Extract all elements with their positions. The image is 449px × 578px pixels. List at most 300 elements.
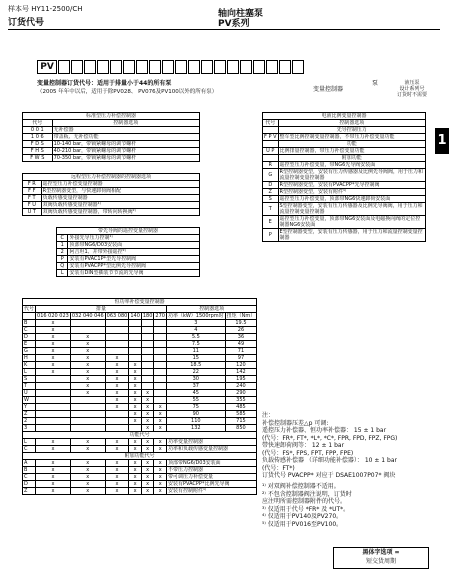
footnote-line: ²⁾ 不包含控制器阀注说明，订货时: [262, 490, 352, 498]
row-mark: [141, 348, 154, 355]
std-pressure-table: [22, 112, 200, 162]
section-title-row: [263, 155, 426, 162]
table-row: [23, 488, 257, 495]
row-desc: 遥控型压力补偿变量控制器: [41, 181, 199, 188]
row-desc: 双阀负载传感变量控制器¹⁾: [41, 202, 199, 209]
row-mark: x: [105, 404, 129, 411]
table-row: [23, 202, 200, 209]
row-mark: x: [105, 481, 129, 488]
legend-line-2: 短交货周期: [365, 558, 396, 565]
row-code: F F: [23, 188, 42, 195]
row-mark: x: [154, 481, 167, 488]
callout-variable-controller: 变量控制器: [313, 86, 344, 93]
row-mark: x: [141, 425, 154, 432]
table-row: [23, 411, 257, 418]
row-mark: x: [105, 369, 129, 376]
row-mark: x: [105, 397, 129, 404]
row-mark: x: [70, 355, 105, 362]
table-header-row: [23, 120, 200, 127]
row-mark: x: [129, 362, 142, 369]
row-code: U: [23, 390, 36, 397]
row-torque: 585: [225, 411, 257, 418]
row-torque: 36: [225, 334, 257, 341]
table-row: [23, 439, 257, 446]
row-mark: x: [141, 460, 154, 467]
table-header-row: [263, 120, 426, 127]
row-mark: x: [70, 383, 105, 390]
row-code: Z: [263, 189, 279, 196]
row-code: 3: [23, 425, 36, 432]
row-mark: x: [70, 488, 105, 495]
table-title-row: [23, 299, 257, 306]
callout-series: 液压泵 设计系列号 订货时不需要: [397, 80, 428, 98]
section-title-row: [263, 141, 426, 148]
row-mark: x: [129, 383, 142, 390]
row-code: Q: [57, 263, 68, 270]
row-code: B: [23, 320, 36, 327]
row-desc: 10-140 bar，带锁紧螺母的调节螺杆: [52, 141, 199, 148]
row-mark: x: [129, 376, 142, 383]
row-code: D: [263, 182, 279, 189]
row-mark: x: [141, 404, 154, 411]
row-code: C: [23, 474, 36, 481]
row-mark: [154, 369, 167, 376]
sample-number: 样本号 HY11-2500/CH: [8, 5, 83, 13]
row-mark: x: [141, 411, 154, 418]
row-code: K: [23, 362, 36, 369]
table-row: [23, 404, 257, 411]
table-row: [57, 256, 200, 263]
row-mark: x: [105, 474, 129, 481]
row-mark: x: [70, 460, 105, 467]
row-desc: 40-210 bar，带锁紧螺母的调节螺杆: [52, 148, 199, 155]
table-row: [23, 418, 257, 425]
row-mark: x: [129, 369, 142, 376]
row-mark: x: [154, 488, 167, 495]
row-mark: x: [141, 418, 154, 425]
row-mark: [105, 411, 129, 418]
table-title: 电液比例变量控制器: [263, 113, 426, 120]
row-mark: [141, 341, 154, 348]
pilot-table: [56, 227, 200, 277]
row-mark: x: [129, 397, 142, 404]
row-mark: [129, 355, 142, 362]
row-code: U P: [263, 148, 279, 155]
row-mark: [105, 334, 129, 341]
row-code: 0 0 1: [23, 127, 53, 134]
row-mark: [154, 327, 167, 334]
row-torque: 850: [225, 425, 257, 432]
table-title-row: [263, 113, 426, 120]
displacement-col: 270: [155, 313, 165, 319]
row-power: 132: [166, 425, 225, 432]
row-power: 90: [166, 411, 225, 418]
row-mark: [129, 348, 142, 355]
table-row: [23, 127, 200, 134]
row-mark: x: [105, 439, 129, 446]
row-mark: x: [141, 481, 154, 488]
row-desc: 无补偿器: [52, 127, 199, 134]
row-power: 3: [166, 320, 225, 327]
row-code: R: [263, 162, 279, 169]
notes-right: [262, 412, 397, 480]
row-mark: [70, 418, 105, 425]
row-code: P: [263, 229, 279, 242]
row-desc: 安装有PVACPP*比例先导阀: [166, 481, 256, 488]
row-mark: [129, 425, 142, 432]
row-desc: 带可调压力补偿变量: [166, 474, 256, 481]
footnote-line: ¹⁾ 对双阀补偿控制器不适用。: [262, 483, 340, 490]
row-power: 45: [166, 390, 225, 397]
note-line: (代号：FS*, FPS, FPT, FPP, FPE): [262, 449, 354, 457]
row-power: 110: [166, 418, 225, 425]
row-mark: x: [129, 446, 142, 453]
row-mark: [36, 418, 71, 425]
table-header-row: [23, 306, 257, 313]
code-box: [279, 60, 291, 74]
table-row: [23, 209, 200, 216]
col-header-options: 控制器选项: [166, 306, 256, 313]
code-box: [214, 60, 226, 74]
table-row: [23, 188, 200, 195]
table-row: [23, 474, 257, 481]
row-code: 2: [57, 249, 68, 256]
row-mark: x: [154, 404, 167, 411]
table-row: [57, 249, 200, 256]
row-mark: x: [105, 467, 129, 474]
row-mark: [141, 369, 154, 376]
row-mark: x: [70, 362, 105, 369]
code-box: [175, 60, 187, 74]
row-mark: x: [70, 376, 105, 383]
displacement-col: 016 020 023: [37, 313, 69, 319]
row-torque: 19.5: [225, 320, 257, 327]
row-code: G: [263, 169, 279, 182]
code-box: [97, 60, 109, 74]
row-desc: 功率变量控制器: [166, 439, 256, 446]
code-box: [71, 60, 83, 74]
blank-cell: [263, 155, 279, 162]
row-mark: [105, 320, 129, 327]
table-row: [23, 481, 257, 488]
row-mark: x: [70, 334, 105, 341]
row-mark: x: [141, 446, 154, 453]
section-title-row: [23, 453, 257, 460]
note-line: 遥控压力补偿器、恒功率补偿器： 15 ± 1 bar: [262, 427, 387, 434]
intro-line-2: （2005 年年中以后，适用于除PV028、 PV076及PV100以外的所有泵）: [37, 89, 218, 95]
row-mark: x: [70, 439, 105, 446]
note-line: 补偿控制器压差△p 可调:: [262, 419, 329, 427]
row-power: 15: [166, 355, 225, 362]
row-mark: x: [70, 481, 105, 488]
row-mark: [141, 383, 154, 390]
row-code: F D S: [23, 141, 53, 148]
row-mark: [154, 397, 167, 404]
row-power: 75: [166, 404, 225, 411]
row-mark: [36, 411, 71, 418]
row-torque: 290: [225, 390, 257, 397]
code-box: [123, 60, 135, 74]
row-mark: x: [36, 446, 71, 453]
series-title: PV系列: [218, 19, 250, 29]
section-tab: 1: [435, 128, 449, 154]
row-code: C: [23, 327, 36, 334]
row-code: C: [23, 446, 36, 453]
table-row: [23, 390, 257, 397]
row-mark: x: [36, 355, 71, 362]
row-mark: [154, 348, 167, 355]
table-row: [23, 334, 257, 341]
blank-cell: [23, 313, 36, 320]
row-mark: x: [36, 488, 71, 495]
row-desc: 不带压力控制器: [166, 467, 256, 474]
legend-line-1: 黑体字选项 =: [362, 549, 400, 556]
table-row: [23, 155, 200, 162]
row-mark: [129, 341, 142, 348]
table-subheader-row: [23, 313, 257, 320]
row-desc: 功率和负载传感变量控制器: [166, 446, 256, 453]
table-title-row: [57, 228, 200, 235]
row-mark: [36, 404, 71, 411]
remote-pressure-table: [22, 173, 200, 216]
row-mark: x: [70, 348, 105, 355]
order-code-boxes: [37, 60, 305, 74]
row-mark: [154, 362, 167, 369]
section-title: 功能代号: [23, 432, 257, 439]
row-mark: x: [141, 467, 154, 474]
row-code: F R: [23, 181, 42, 188]
row-mark: x: [70, 341, 105, 348]
footnote-line: ⁵⁾ 仅适用于PV016至PV100。: [262, 520, 343, 528]
row-mark: [141, 355, 154, 362]
row-code: 1 0 6: [23, 134, 53, 141]
table-row: [57, 242, 200, 249]
blank-cell: [263, 127, 279, 134]
note-line: 带快速卸荷阀等： 12 ± 1 bar: [262, 442, 345, 449]
callout-pump: 泵: [372, 80, 379, 87]
row-mark: [36, 397, 71, 404]
row-mark: x: [36, 481, 71, 488]
row-code: P: [57, 256, 68, 263]
row-code: A: [23, 460, 36, 467]
col-header-torque: 扭矩（Nm）: [226, 313, 256, 319]
code-box: [110, 60, 122, 74]
row-code: L: [23, 439, 36, 446]
table-row: [23, 181, 200, 188]
row-mark: x: [154, 425, 167, 432]
row-mark: [154, 390, 167, 397]
row-code: D: [23, 481, 36, 488]
table-row: [57, 270, 200, 277]
table-row: [57, 263, 200, 270]
row-mark: x: [141, 390, 154, 397]
row-code: T: [263, 203, 279, 216]
row-code: S: [23, 376, 36, 383]
row-desc: S型控制器变型，安装有压力传感器及比例先导阀阀，用于压力和流量控制变量控制器: [278, 203, 426, 216]
table-row: [23, 397, 257, 404]
code-box: [266, 60, 278, 74]
row-mark: x: [141, 474, 154, 481]
col-header-displacement: 排量: [36, 306, 167, 313]
row-power: 55: [166, 397, 225, 404]
row-mark: x: [36, 348, 71, 355]
order-code-label: 订货代号: [8, 18, 45, 28]
row-mark: x: [105, 460, 129, 467]
row-desc: 带盖板、无补偿功能: [52, 134, 199, 141]
displacement-col: 063 080: [106, 313, 128, 319]
row-mark: [154, 341, 167, 348]
row-torque: 355: [225, 397, 257, 404]
row-code: L: [57, 270, 68, 277]
table-title: 恒功率补偿变量控制器: [23, 299, 257, 306]
row-mark: x: [70, 467, 105, 474]
row-mark: x: [70, 390, 105, 397]
row-torque: 240: [225, 383, 257, 390]
code-box: [136, 60, 148, 74]
col-header-power: 功率（kW）1500rpm时: [167, 313, 224, 319]
row-code: W: [23, 397, 36, 404]
row-mark: [105, 425, 129, 432]
table-row: [263, 229, 426, 242]
row-code: F T: [23, 195, 42, 202]
row-mark: x: [129, 488, 142, 495]
row-mark: [129, 334, 142, 341]
row-power: 30: [166, 376, 225, 383]
table-row: [23, 376, 257, 383]
row-desc: 安装有PVACPP*型比例先导控制阀: [68, 263, 200, 270]
row-mark: [154, 383, 167, 390]
row-mark: [141, 327, 154, 334]
row-mark: x: [70, 369, 105, 376]
row-mark: x: [154, 418, 167, 425]
row-code: 1: [57, 242, 68, 249]
table-row: [57, 235, 200, 242]
row-mark: x: [36, 460, 71, 467]
table-title-row: [23, 113, 200, 120]
row-desc: 70-350 bar，带锁紧螺母的调节螺杆: [52, 155, 199, 162]
row-mark: x: [129, 439, 142, 446]
row-desc: 外接先导压力控制¹⁾: [68, 235, 200, 242]
row-mark: [105, 327, 129, 334]
row-desc: R型控制器变型，安装有PVACPP*先导控制阀: [278, 182, 426, 189]
row-power: 22: [166, 369, 225, 376]
row-mark: x: [36, 327, 71, 334]
row-mark: x: [154, 439, 167, 446]
row-mark: x: [154, 467, 167, 474]
row-mark: x: [129, 390, 142, 397]
row-mark: [36, 376, 71, 383]
section-title: 附加功能代号: [23, 453, 257, 460]
row-desc: 双阀负载传感变量控制器，带转向转换阀²⁾: [41, 209, 199, 216]
section-title: 附加功能: [278, 155, 426, 162]
table-row: [23, 348, 257, 355]
table-row: [23, 195, 200, 202]
note-line: 订货代号 PVACPP* 对应于 DSAE1007P07* 阀块: [262, 472, 396, 479]
row-mark: [36, 383, 71, 390]
note-line: (代号：FR*, FT*, *L*, *C*, FPR, FPD, FPZ, FPG): [262, 434, 398, 442]
row-code: H: [23, 355, 36, 362]
section-title-row: [263, 127, 426, 134]
code-box: [240, 60, 252, 74]
table-row: [263, 148, 426, 155]
blank-cell: [263, 141, 279, 148]
table-title: 带先导阀的遥控变量控制器: [57, 228, 200, 235]
row-code: U T: [23, 209, 42, 216]
row-mark: [70, 327, 105, 334]
row-mark: x: [154, 446, 167, 453]
section-title: 先导控制压力: [278, 127, 426, 134]
notes-title: 注：: [262, 412, 275, 419]
row-mark: x: [141, 439, 154, 446]
row-desc: 顶部带NG6/D03安装面: [68, 242, 200, 249]
code-box: [253, 60, 265, 74]
row-torque: 142: [225, 369, 257, 376]
table-row: [23, 341, 257, 348]
row-desc: 遥控型压力补偿变量，带NG6先导阀安装面: [278, 162, 426, 169]
intro-line-1: 变量控制器订货代号：适用于排量小于44的所有泵: [37, 80, 172, 87]
displacement-col: 180: [142, 313, 153, 319]
row-desc: R型控制器变型，与快速卸荷阀相配: [41, 188, 199, 195]
table-row: [263, 196, 426, 203]
row-desc: 安装有控制附件¹⁾: [166, 488, 256, 495]
row-power: 5.5: [166, 334, 225, 341]
row-mark: x: [105, 362, 129, 369]
row-code: S: [263, 196, 279, 203]
row-torque: 715: [225, 418, 257, 425]
code-box: [188, 60, 200, 74]
row-mark: x: [129, 404, 142, 411]
row-mark: [70, 425, 105, 432]
row-mark: x: [70, 446, 105, 453]
row-desc: E型控制器变型，安装有压力传感器，用于压力和流量控制变量控制器: [278, 229, 426, 242]
row-mark: [154, 334, 167, 341]
short-delivery-legend: [333, 547, 429, 569]
table-title: 远程型压力补偿控制器的控制器选项: [23, 174, 200, 181]
row-mark: x: [105, 383, 129, 390]
row-code: F H S: [23, 148, 53, 155]
row-code: 2: [23, 418, 36, 425]
table-row: [23, 362, 257, 369]
row-mark: [105, 348, 129, 355]
footnotes: [262, 483, 352, 528]
row-mark: x: [105, 390, 129, 397]
row-desc: 安装有DIN型插装节节流的先导阀: [68, 270, 200, 277]
row-torque: 120: [225, 362, 257, 369]
section-title-row: [23, 432, 257, 439]
row-mark: x: [36, 334, 71, 341]
page-title: 轴向柱塞泵: [218, 9, 264, 19]
row-mark: x: [154, 474, 167, 481]
row-mark: [36, 390, 71, 397]
row-mark: [154, 376, 167, 383]
row-power: 11: [166, 348, 225, 355]
row-mark: x: [154, 460, 167, 467]
row-code: L: [23, 369, 36, 376]
row-power: 7.5: [166, 341, 225, 348]
section-title: 功能: [278, 141, 426, 148]
row-mark: x: [105, 355, 129, 362]
row-mark: [105, 418, 129, 425]
row-mark: [141, 362, 154, 369]
row-torque: 71: [225, 348, 257, 355]
row-mark: x: [141, 397, 154, 404]
header-rule: [8, 29, 440, 30]
table-row: [23, 446, 257, 453]
row-mark: x: [36, 474, 71, 481]
row-desc: 遥控型压力补偿变量，顶部带NG6快速卸荷安装面: [278, 196, 426, 203]
table-row: [263, 162, 426, 169]
table-row: [263, 169, 426, 182]
